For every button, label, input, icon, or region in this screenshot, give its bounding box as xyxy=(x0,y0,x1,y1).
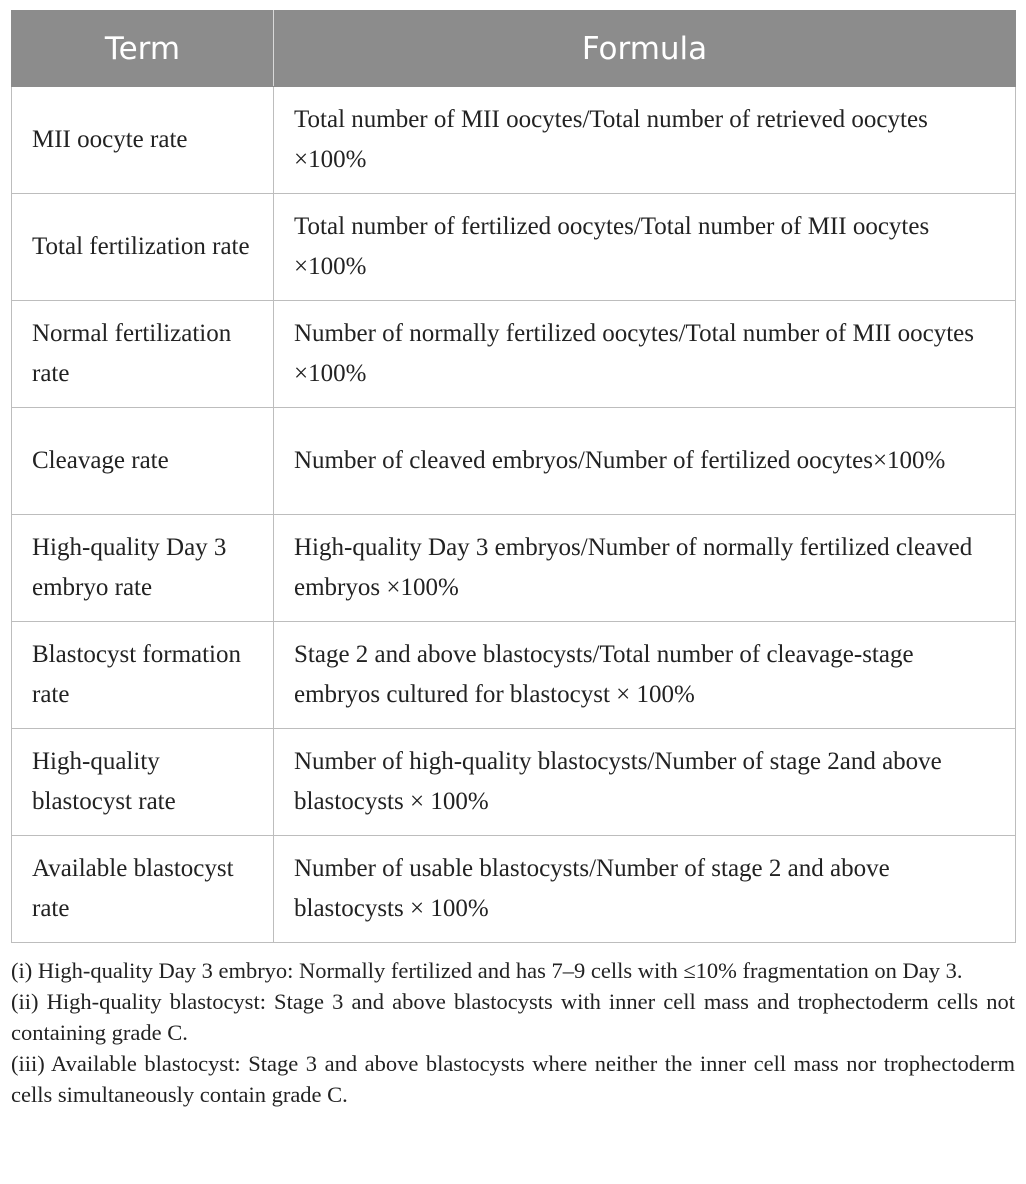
term-cell: High-quality blastocyst rate xyxy=(12,729,274,836)
column-header-formula: Formula xyxy=(274,11,1016,87)
formula-cell: Number of high-quality blastocysts/Number of stage 2and above blastocysts × 100% xyxy=(274,729,1016,836)
footnote-iii: (iii) Available blastocyst: Stage 3 and above blastocysts where neither the inner cell mass nor trophectoderm cells simultaneously contain grade C. xyxy=(11,1051,1015,1107)
table-header-row xyxy=(12,11,1016,87)
table-row xyxy=(12,729,1016,836)
table-row xyxy=(12,515,1016,622)
term-cell: Normal fertilization rate xyxy=(12,301,274,408)
table-row xyxy=(12,301,1016,408)
formula-cell: Number of cleaved embryos/Number of fertilized oocytes×100% xyxy=(274,408,1016,515)
term-cell: High-quality Day 3 embryo rate xyxy=(12,515,274,622)
term-cell: Cleavage rate xyxy=(12,408,274,515)
formula-cell: Total number of MII oocytes/Total number of retrieved oocytes ×100% xyxy=(274,87,1016,194)
terms-table xyxy=(11,10,1016,943)
table-row xyxy=(12,194,1016,301)
footnote-i: (i) High-quality Day 3 embryo: Normally fertilized and has 7–9 cells with ≤10% fragmentation on Day 3. xyxy=(11,958,963,983)
footnote-ii: (ii) High-quality blastocyst: Stage 3 and above blastocysts with inner cell mass and trophectoderm cells not containing grade C. xyxy=(11,989,1015,1045)
term-cell: MII oocyte rate xyxy=(12,87,274,194)
table-row xyxy=(12,87,1016,194)
formula-cell: Total number of fertilized oocytes/Total number of MII oocytes ×100% xyxy=(274,194,1016,301)
table-footnotes xyxy=(11,955,1015,1110)
term-cell: Blastocyst formation rate xyxy=(12,622,274,729)
table-row xyxy=(12,836,1016,943)
term-cell: Total fertilization rate xyxy=(12,194,274,301)
document xyxy=(11,10,1015,1110)
column-header-term: Term xyxy=(12,11,274,87)
term-cell: Available blastocyst rate xyxy=(12,836,274,943)
formula-cell: High-quality Day 3 embryos/Number of normally fertilized cleaved embryos ×100% xyxy=(274,515,1016,622)
formula-cell: Number of usable blastocysts/Number of stage 2 and above blastocysts × 100% xyxy=(274,836,1016,943)
table-row xyxy=(12,408,1016,515)
table-row xyxy=(12,622,1016,729)
formula-cell: Stage 2 and above blastocysts/Total number of cleavage-stage embryos cultured for blastocyst × 100% xyxy=(274,622,1016,729)
formula-cell: Number of normally fertilized oocytes/Total number of MII oocytes ×100% xyxy=(274,301,1016,408)
